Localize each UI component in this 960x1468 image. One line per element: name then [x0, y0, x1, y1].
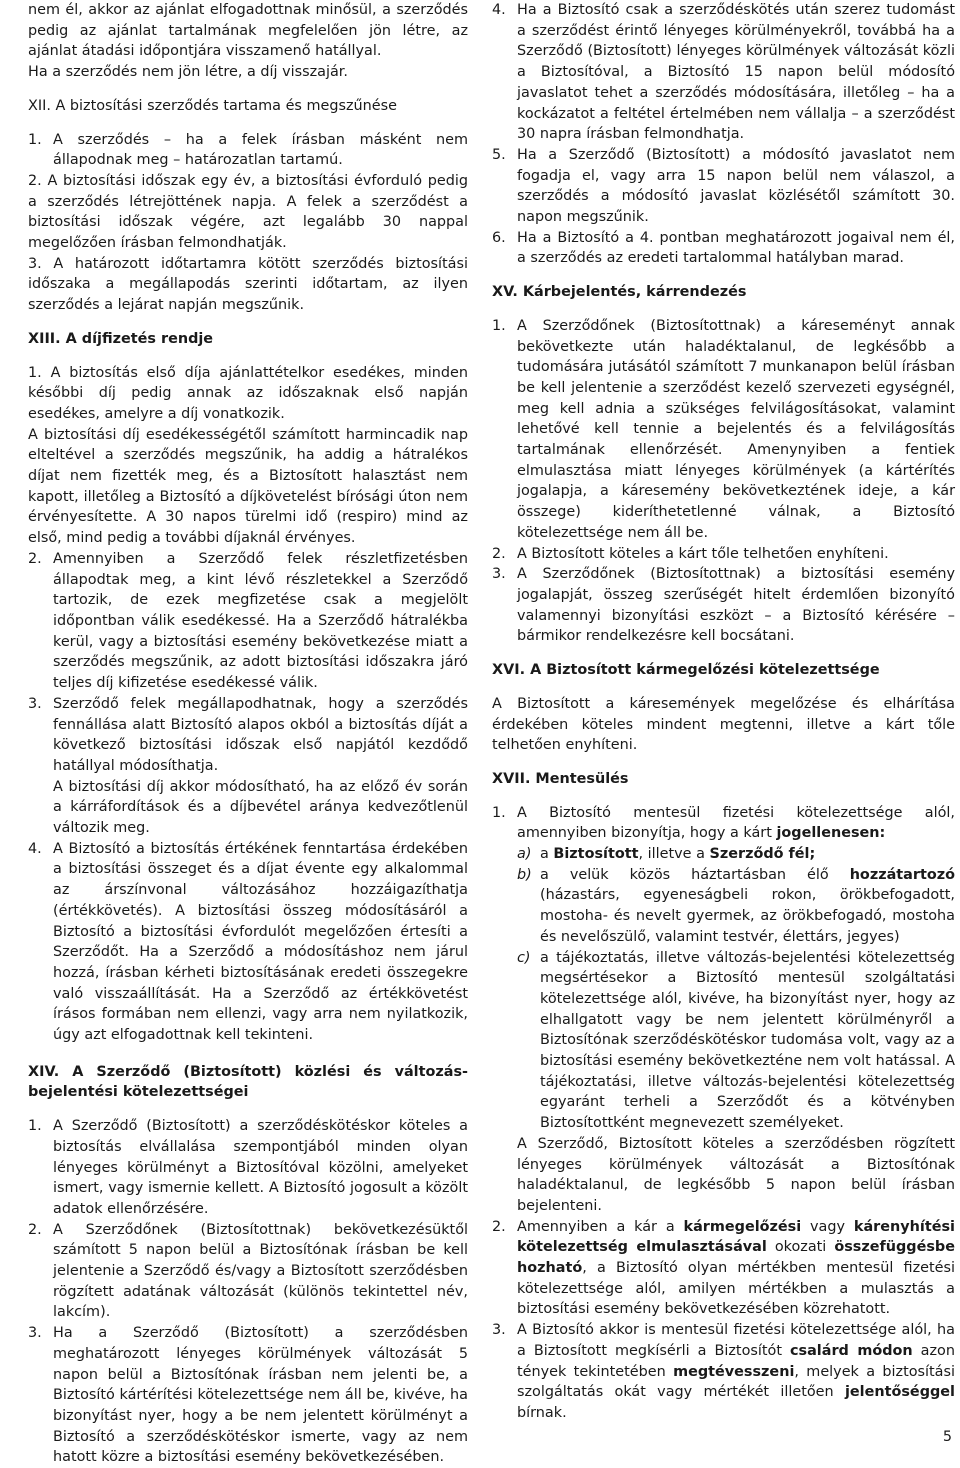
sub-item: a) a Biztosított, illetve a Szerződő fél;: [517, 846, 816, 863]
list-item: 1. A szerződés – ha a felek írásban másként nem állapodnak meg – határozatlan tartamú.: [28, 131, 468, 169]
section-title-xv: XV. Kárbejelentés, kárrendezés: [492, 284, 747, 301]
list-item: 2. A Biztosított köteles a kárt tőle telhetően enyhíteni.: [492, 545, 889, 562]
list-item: 1. A Szerződőnek (Biztosítottnak) a káreseményt annak bekövetkezte után haladéktalanul, de legkésőbb a tudomására jutásától számított 7 munkanapon belül írásban be kell jelentenie a szerződést kezelő szervezeti egységnél, meg kell adnia a szükséges felvilágosításokat, valamint lehetővé kell tennie a bejelentés és a felvilágosítás tartalmának ellenőrzését. Amenynyiben a fentiek elmulasztása miatt lényeges körülmények (a kártérítés jogalapja, a káresemény bekövetkeztének ideje, a kár összege) kideríthetetlenné válnak, a Biztosító kötelezettsége nem áll be.: [492, 317, 955, 541]
list-item: 6. Ha a Biztosító a 4. pontban meghatározott jogaival nem él, a szerződés az eredeti tartalommal hatályban marad.: [492, 229, 955, 267]
list-item: 4. A Biztosító a biztosítás értékének fenntartása érdekében a biztosítási összeget és a díjat évente egy alkalommal az árszínvonal változásához hozzáigazíthatja (értékkövetés). A biztosítási összeg módosításáról a Biztosító a biztosítási évfordulót megelőzően értesíti a Szerződőt. Ha a Szerződő a módosításhoz nem járul hozzá, írásban kérheti biztosításának eredeti összegekre való visszaállítását. Ha a Szerződő az értékkövetést írásos formában nem ellenzi, vagy arra nem nyilatkozik, úgy azt elfogadottnak kell tekinteni.: [28, 840, 468, 1044]
section-paragraph: A Biztosított a káresemények megelőzése és elhárítása érdekében köteles mindent megtenni, illetve a kárt tőle telhetően enyhíteni.: [492, 695, 955, 754]
list-item: 2. Amennyiben a Szerződő felek részletfizetésben állapodtak meg, a kint lévő részletekkel a Szerződő tartozik, de ezek megfizetése csak a megjelölt időpontban válik esedékessé. Ha a Szerződő hátralékba kerül, vagy a biztosítási esemény bekövetkezése miatt a szerződés megszűnik, az adott biztosítási időszakra járó teljes díj kifizetése esedékessé válik.: [28, 550, 468, 692]
list-item-continuation: A Szerződő, Biztosított köteles a szerződésben rögzített lényeges körülmények változását a Biztosítónak haladéktalanul, de legkésőbb 5 napon belül írásban bejelenteni.: [517, 1135, 955, 1214]
section-title-xvi: XVI. A Biztosított kármegelőzési kötelezettsége: [492, 662, 880, 679]
list-item-continuation: A biztosítási díj akkor módosítható, ha az előző év során a kárráfordítások és a díjbevétel aránya kedvezőtlenül változik meg.: [53, 778, 468, 837]
right-column: [492, 0, 955, 1424]
list-item: 3. Ha a Szerződő (Biztosított) a szerződésben meghatározott lényeges körülmények változását 5 napon belül a Biztosítónak írásban nem jelenti be, a Biztosító kártérítési kötelezettsége nem áll be, kivéve, ha bizonyítást nyer, hogy a be nem jelentett körülményt a Biztosító a szerződéskötéskor ismerte, vagy az nem hatott közre a biztosítási esemény bekövetkezésében.: [28, 1325, 468, 1466]
list-item: 1. A Szerződő (Biztosított) a szerződéskötéskor köteles a biztosítás elvállalása szempontjából minden olyan lényeges körülményt a Biztosítóval közölni, amelyeket ismert, vagy ismernie kellett. A Biztosító jogosult a közölt adatok ellenőrzésére.: [28, 1118, 468, 1217]
list-item: 3. A Szerződőnek (Biztosítottnak) a biztosítási esemény jogalapját, összeg szerűségét hitelt érdemlően bizonyító valamennyi bizonyítási eszközt – a Biztosító kérésére – bármikor rendelkezésre kell bocsátani.: [492, 566, 955, 645]
list-item: 3. A Biztosító akkor is mentesül fizetési kötelezettsége alól, ha a Biztosított megkísérli a Biztosítót csalárd módon azon tények tekintetében megtévesszeni, melyek a biztosítási szolgáltatás okát vagy mértékét illetően jelentőséggel bírnak.: [492, 1322, 955, 1421]
list-item: 3. A határozott időtartamra kötött szerződés biztosítási időszaka a megállapodás szerinti időtartam, az ilyen szerződés a lejárat napján megszűnik.: [28, 255, 468, 314]
intro-paragraph: Ha a szerződés nem jön létre, a díj visszajár.: [28, 64, 348, 81]
page-number: 5: [942, 1429, 952, 1446]
list-item: 3. Szerződő felek megállapodhatnak, hogy a szerződés fennállása alatt Biztosító alapos okból a biztosítás díját a következő biztosítási időszak első napjától kezdődő hatállyal módosíthatja.: [28, 695, 468, 774]
list-item: 2. Amennyiben a kár a kármegelőzési vagy kárenyhítési kötelezettség elmulasztásával okozati összefüggésbe hozható, a Biztosító olyan mértékben mentesül fizetési kötelezettsége alól, amilyen mértékben a mulasztás a biztosítási esemény bekövetkezésében közrehatott.: [492, 1218, 955, 1318]
list-item-continuation: A biztosítási díj esedékességétől számított harmincadik nap elteltével a szerződés megszűnik, ha addig a hátralékos díjat nem fizették meg, és a Biztosított halasztást nem kapott, illetőleg a Biztosító a díjkövetelést bírósági úton nem érvényesítette. A 30 napos türelmi idő (respiro) mind az első, mind pedig a további díjaknál érvényes.: [28, 426, 468, 547]
left-column: [28, 0, 468, 1468]
list-item: 2. A Szerződőnek (Biztosítottnak) bekövetkezésüktől számított 5 napon belül a Biztosítónak írásban be kell jelentenie a Szerződő és/vagy a Biztosított szerződésben rögzített adatának változását (különös tekintettel név, lakcím).: [28, 1221, 468, 1321]
list-item: 1. A Biztosító mentesül fizetési kötelezettsége alól, amennyiben bizonyítja, hogy a kárt jogellenesen: a) a Biztosított, illetve a Szerződő fél; b) a velük közös háztartásban élő hozzátartozó (házastárs, egyeneságbeli rokon, örökbefogadott, mostoha- és nevelt gyermek, az örökbefogadó, mostoha és nevelőszülő, valamint testvér, élettárs, jegyes) c) a tájékoztatás, illetve változás-bejelentési kötelezettség megsértésekor a Biztosító mentesül szolgáltatási kötelezettsége alól, kivéve, ha bizonyítást nyer, hogy az elhallgatott vagy be nem jelentett körülményről a Biztosítónak szerződéskötéskor tudomása volt, vagy az a biztosítási esemény bekövetkezténe nem volt hatással. A tájékoztatási, illetve változás-bejelentési kötelezettség egyaránt terheli a Szerződőt és a kötvényben Biztosítottként megnevezett személyeket. A Szerződő, Biztosított köteles a szerződésben rögzített lényeges körülmények változását a Biztosítónak haladéktalanul, de legkésőbb 5 napon belül írásban bejelenteni.: [492, 803, 955, 1217]
sub-item: b) a velük közös háztartásban élő hozzátartozó (házastárs, egyeneságbeli rokon, örökbefogadott, mostoha- és nevelt gyermek, az örökbefogadó, mostoha és nevelőszülő, valamint testvér, élettárs, jegyes): [517, 866, 955, 945]
list-item: 2. A biztosítási időszak egy év, a biztosítási évforduló pedig a szerződés létrejöttének napja. A felek a szerződést a biztosítási időszak végére, azt legalább 30 nappal megelőzően írásban felmondhatják.: [28, 172, 468, 252]
list-item: 5. Ha a Szerződő (Biztosított) a módosító javaslatot nem fogadja el, vagy arra 15 napon belül nem válaszol, a szerződés a módosító javaslat közlésétől számított 30. napon megszűnik.: [492, 146, 955, 226]
section-title-xiv: XIV. A Szerződő (Biztosított) közlési és változás-bejelentési kötelezettségei: [28, 1063, 468, 1101]
section-title-xiii: XIII. A díjfizetés rendje: [28, 330, 214, 347]
list-item: 1. A biztosítás első díja ajánlattételkor esedékes, minden későbbi díj pedig annak az időszaknak első napján esedékes, amelyre a díj vonatkozik.: [28, 364, 468, 422]
section-title-xii: XII. A biztosítási szerződés tartama és megszűnése: [28, 97, 397, 114]
sub-item: c) a tájékoztatás, illetve változás-bejelentési kötelezettség megsértésekor a Biztosító mentesül szolgáltatási kötelezettsége alól, kivéve, ha bizonyítást nyer, hogy az elhallgatott vagy be nem jelentett körülményről a Biztosítónak szerződéskötéskor tudomása volt, vagy az a biztosítási esemény bekövetkezténe nem volt hatással. A tájékoztatási, illetve változás-bejelentési kötelezettség egyaránt terheli a Szerződőt és a kötvényben Biztosítottként megnevezett személyeket.: [517, 949, 955, 1132]
list-item: 4. Ha a Biztosító csak a szerződéskötés után szerez tudomást a szerződést érintő lényeges körülményekről, továbbá ha a Szerződő (Biztosított) lényeges körülmények változását közli a Biztosítóval, a Biztosító 15 napon belül módosító javaslatot tehet a szerződés módosítására, illetőleg – ha a kockázatot a feltétel értelmében nem vállalja – a szerződést 30 napra írásban felmondhatja.: [492, 2, 955, 143]
section-title-xvii: XVII. Mentesülés: [492, 770, 629, 787]
intro-paragraph: nem él, akkor az ajánlat elfogadottnak minősül, a szerződés pedig az ajánlat tartalmának megfelelően jön létre, az ajánlat átadási időpontjára visszamenő hatállyal.: [28, 2, 468, 60]
